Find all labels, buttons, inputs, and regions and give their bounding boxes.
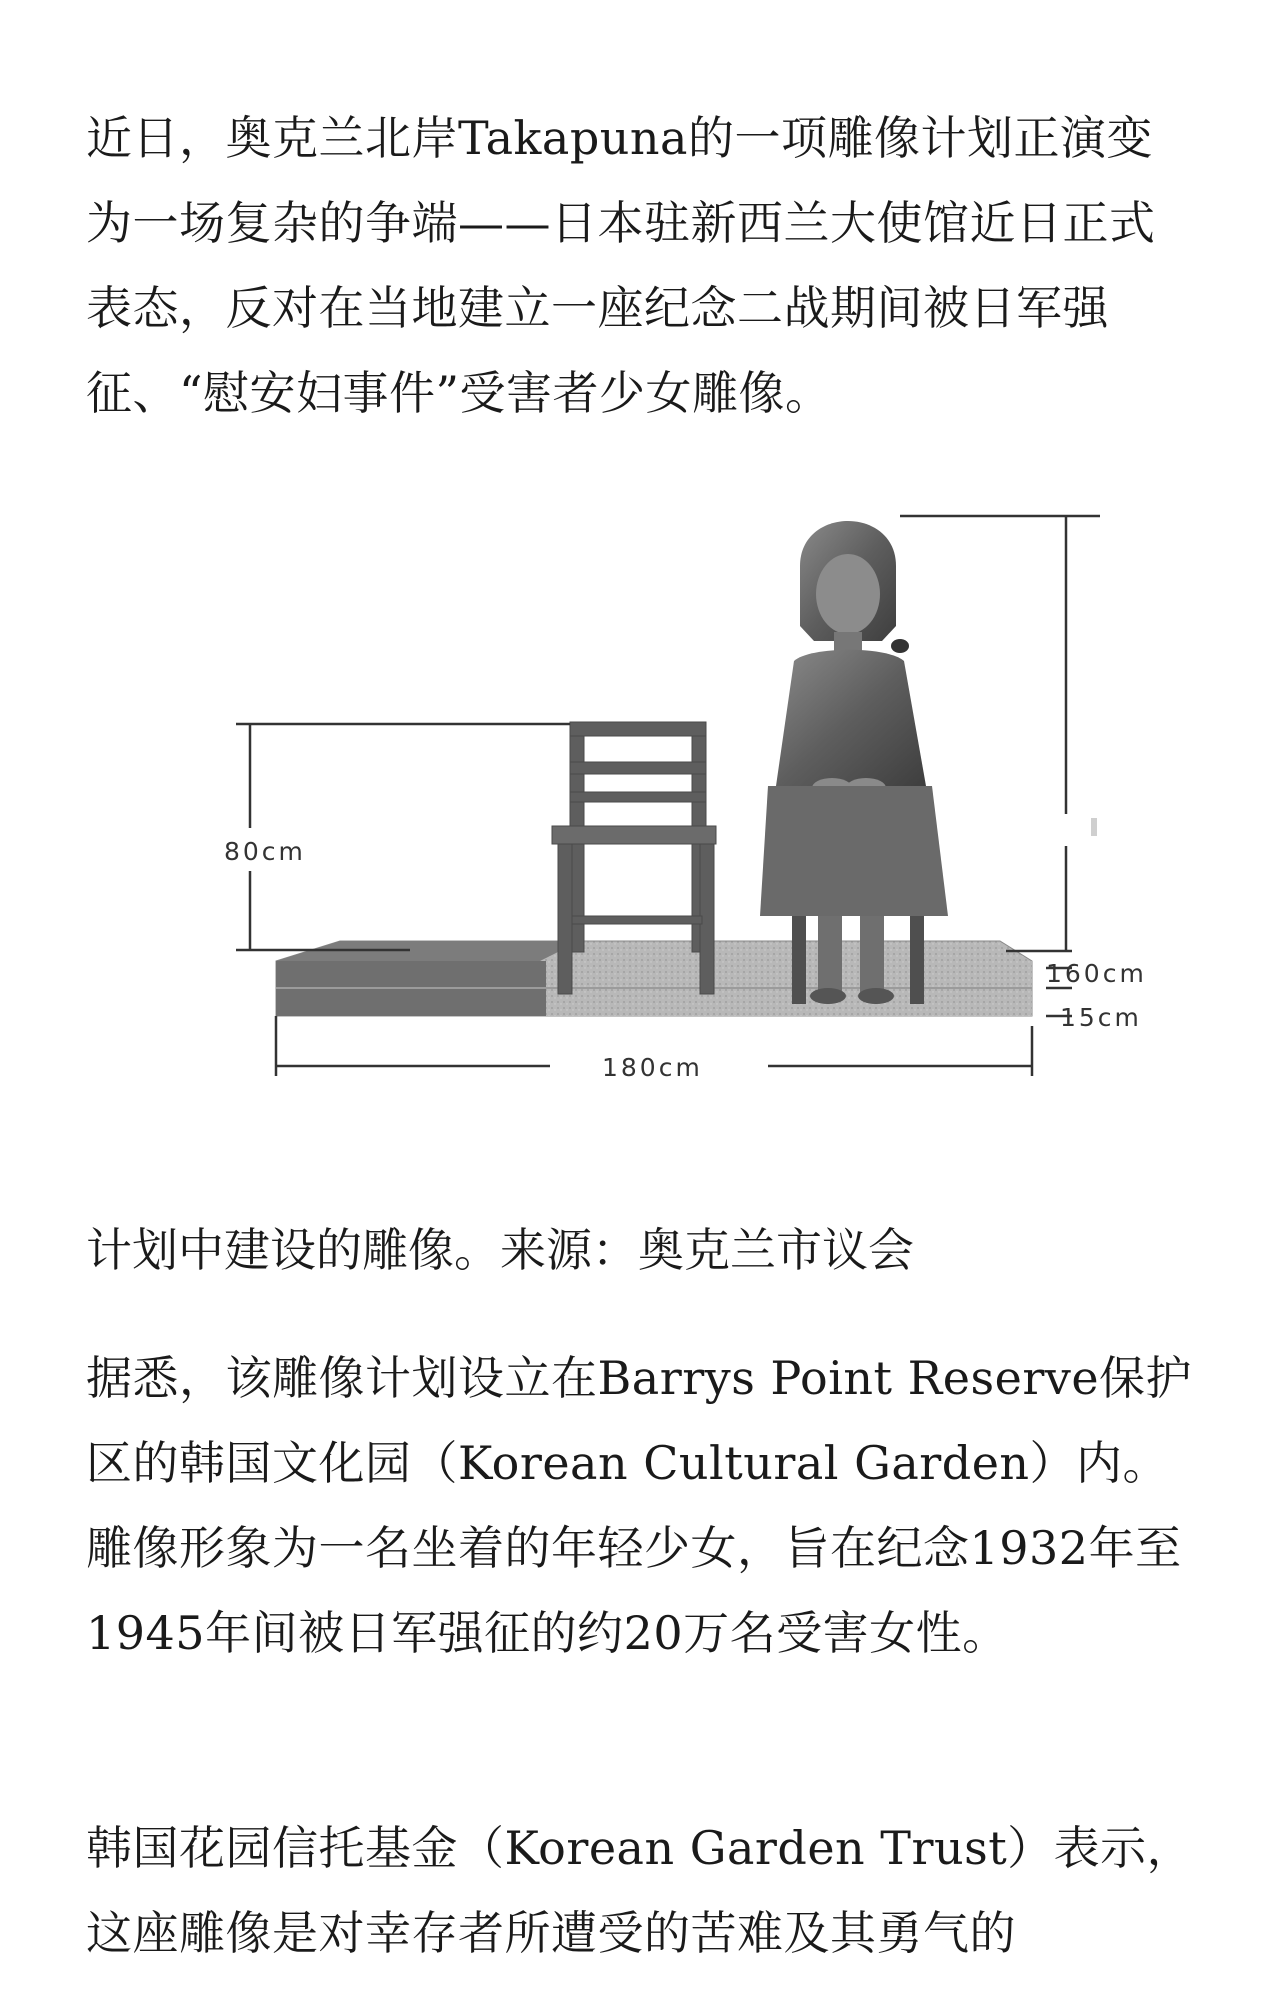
label-base-height: 15cm: [1060, 1003, 1142, 1032]
article-paragraph-2: [86, 1336, 1194, 1676]
paragraph-intro: 近日，奥克兰北岸Takapuna的一项雕像计划正演变为一场复杂的争端——日本驻新西兰大使馆近日正式表态，反对在当地建立一座纪念二战期间被日军强征、“慰安妇事件”受害者少女雕像。: [86, 111, 1156, 420]
label-width: 180cm: [602, 1053, 703, 1082]
label-mask: [1002, 814, 1106, 842]
statue-diagram: [220, 496, 1200, 1156]
figure-caption: 计划中建设的雕像。来源：奥克兰市议会: [86, 1223, 914, 1277]
article-body: [86, 96, 1194, 436]
girl-statue: [760, 521, 948, 1004]
paragraph-location: 据悉，该雕像计划设立在Barrys Point Reserve保护区的韩国文化园（Korean Cultural Garden）内。雕像形象为一名坐着的年轻少女，旨在纪念1932年至1945年间被日军强征的约20万名受害女性。: [86, 1351, 1193, 1660]
label-statue-height: 160cm: [1046, 959, 1147, 988]
statue-figure: [220, 496, 1200, 1156]
dim-tick: [1091, 818, 1097, 836]
paragraph-trust: 韩国花园信托基金（Korean Garden Trust）表示，这座雕像是对幸存者所遭受的苦难及其勇气的: [86, 1821, 1194, 1960]
label-chair-height: 80cm: [224, 837, 306, 866]
article-paragraph-3: [86, 1806, 1194, 1976]
